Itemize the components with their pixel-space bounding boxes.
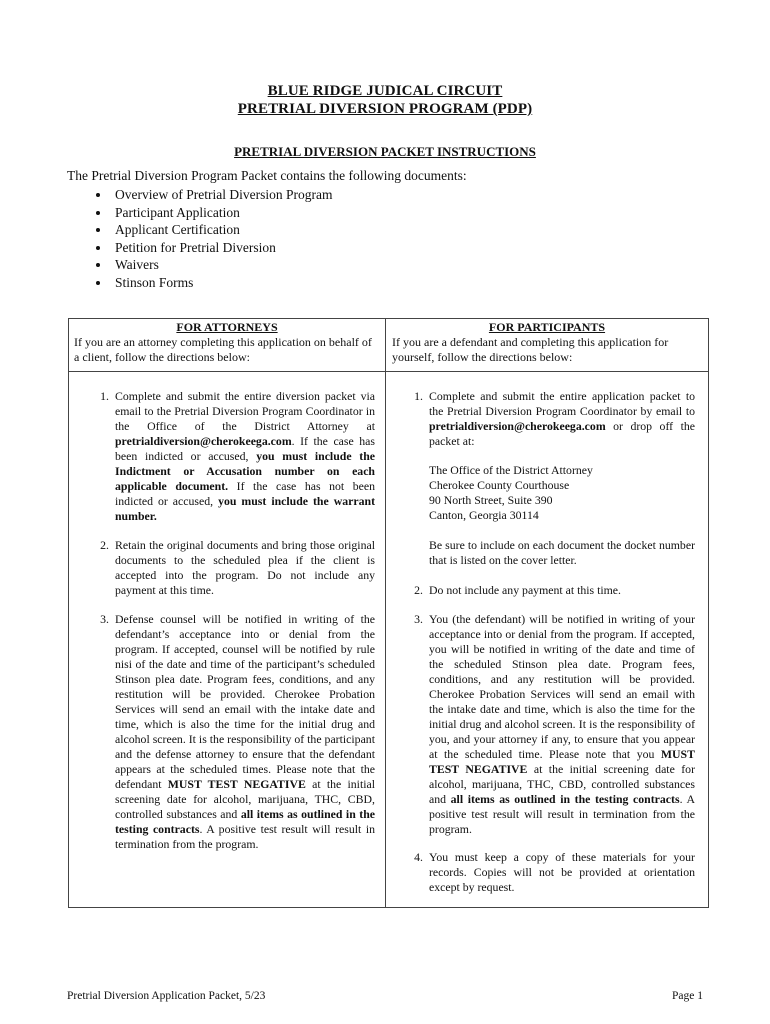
list-item: • Petition for Pretrial Diversion: [111, 239, 332, 257]
attorneys-header: [74, 320, 380, 365]
email-link[interactable]: pretrialdiversion@cherokeega.com: [115, 434, 292, 448]
step-number: 2.: [414, 583, 423, 597]
list-item: • Waivers: [111, 256, 332, 274]
step-number: 1.: [100, 389, 109, 403]
step-number: 3.: [100, 612, 109, 626]
email-link[interactable]: pretrialdiversion@cherokeega.com: [429, 419, 606, 433]
footer-label: Pretrial Diversion Application Packet, 5/23: [67, 990, 266, 1002]
participants-header: [392, 320, 702, 365]
step-number: 3.: [414, 612, 423, 626]
section-title: PRETRIAL DIVERSION PACKET INSTRUCTIONS: [234, 144, 536, 159]
list-item: • Applicant Certification: [111, 221, 332, 239]
header-divider: [69, 371, 708, 372]
list-item: • Participant Application: [111, 204, 332, 222]
list-item: • Stinson Forms: [111, 274, 332, 292]
step-number: 2.: [100, 538, 109, 552]
step-text: Defense counsel will be notified in writing of the defendant’s acceptance into or denial from the program. If accepted, counsel will be notified by rule nisi of the date and time of the participant’s scheduled Stinson plea date. Program fees, conditions, and any restitution will be provided. Cherokee Probation Services will send an email with the intake date and time, which is also the time for the initial drug and alcohol screen. It is the responsibility of the participant and the defense attorney to ensure that the defendant appears at the scheduled times. Please note that the defendant MUST TEST NEGATIVE at the initial screening date for alcohol, marijuana, THC, CBD, controlled substances and all items as outlined in the testing contracts. A positive test result will result in termination from the program.: [115, 612, 376, 851]
column-divider: [385, 319, 386, 908]
page-number: Page 1: [672, 990, 703, 1002]
step-text: Retain the original documents and bring those original documents to the scheduled plea if the client is accepted into the program. Do not include any payment at this time.: [115, 538, 375, 597]
attorneys-intro: If you are an attorney completing this application on behalf of a client, follow the directions below:: [74, 335, 372, 364]
document-title-line2: PRETRIAL DIVERSION PROGRAM (PDP): [237, 101, 533, 117]
attorneys-heading: FOR ATTORNEYS: [176, 320, 278, 334]
step-text: Complete and submit the entire diversion packet via email to the Pretrial Diversion Program Coordinator in the Office of the District Attorney at pretrialdiversion@cherokeega.com. If the case has been indicted or accused, you must include the Indictment or Accusation number on each applicable document. If the case has not been indicted or accused, you must include the warrant number.: [115, 389, 375, 523]
step-text: Do not include any payment at this time.: [429, 583, 621, 597]
document-title-line1: BLUE RIDGE JUDICAL CIRCUIT: [267, 83, 503, 99]
step-number: 4.: [414, 850, 423, 864]
docket-note: Be sure to include on each document the docket number that is listed on the cover letter.: [429, 538, 695, 567]
participants-heading: FOR PARTICIPANTS: [488, 320, 606, 334]
step-text: You (the defendant) will be notified in writing of your acceptance into or denial from the program. If accepted, you will be notified in writing of the date and time of the scheduled Stinson plea date. Program fees, conditions, and any restitution will be provided. Cherokee Probation Services will send an email with the intake date and time, which is also the time for the initial drug and alcohol screen. It is the responsibility of you, and your attorney if any, to ensure that you appear at the scheduled time. Please note that you MUST TEST NEGATIVE at the initial screening date for alcohol, marijuana, THC, CBD, controlled substances and all items as outlined in the testing contracts. A positive test result will result in termination from the program.: [429, 612, 695, 836]
office-address: The Office of the District Attorney Cherokee County Courthouse 90 North Street, Suite 390 Canton, Georgia 30114: [429, 463, 593, 522]
intro-text: The Pretrial Diversion Program Packet contains the following documents:: [67, 168, 467, 183]
instructions-table: [68, 318, 709, 908]
list-item: • Overview of Pretrial Diversion Program: [111, 186, 332, 204]
participants-intro: If you are a defendant and completing this application for yourself, follow the directions below:: [392, 335, 669, 364]
document-list: [67, 186, 332, 292]
step-number: 1.: [414, 389, 423, 403]
step-text: Complete and submit the entire application packet to the Pretrial Diversion Program Coordinator by email to pretrialdiversion@cherokeega.com or drop off the packet at:: [429, 389, 695, 448]
step-text: You must keep a copy of these materials for your records. Copies will not be provided at orientation except by request.: [429, 850, 695, 894]
